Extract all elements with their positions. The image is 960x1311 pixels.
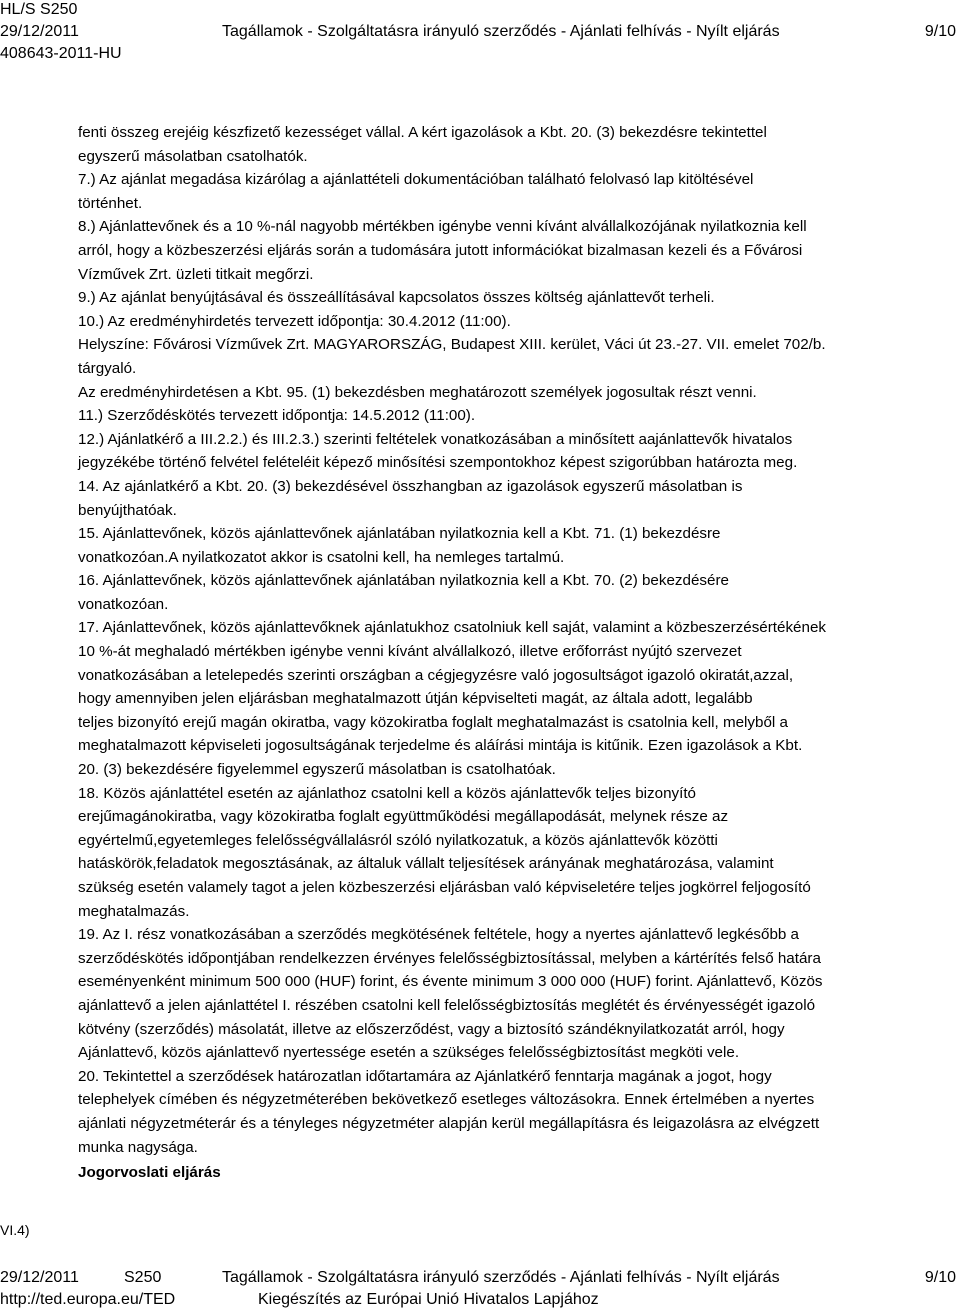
footer-page-number: 9/10 [924, 1269, 956, 1286]
body-line: vonatkozóan.A nyilatkozatot akkor is csatolni kell, ha nemleges tartalmú. [78, 548, 565, 566]
body-line: 7.) Az ajánlat megadása kizárólag a ajánlattételi dokumentációban található felolvasó lap kitöltésével [78, 171, 754, 189]
body-line: 14. Az ajánlatkérő a Kbt. 20. (3) bekezdésével összhangban az igazolások egyszerű másolatban is [78, 477, 743, 495]
body-line: 11.) Szerződéskötés tervezett időpontja: 14.5.2012 (11:00). [78, 407, 476, 425]
body-line: fenti összeg erejéig készfizető kezességet vállal. A kért igazolások a Kbt. 20. (3) bekezdésre tekintettel [78, 124, 767, 141]
header-page-number: 9/10 [924, 23, 956, 40]
page-header [0, 0, 960, 70]
body-line: kötvény (szerződés) másolatát, illetve az előszerződést, vagy a biztosító szándéknyilatkozatát arról, hogy [78, 1020, 785, 1038]
notice-number: 408643-2011-HU [0, 45, 122, 62]
body-line: arról, hogy a közbeszerzési eljárás során a tudomására jutott információkat bizalmasan kezeli és a Fővárosi [78, 241, 803, 259]
body-line: 15. Ajánlattevőnek, közös ajánlattevőnek ajánlatában nyilatkoznia kell a Kbt. 71. (1) bekezdésre [78, 525, 721, 543]
journal-code: HL/S S250 [0, 1, 78, 18]
section-number: VI.4) [0, 1222, 30, 1238]
body-line: szükség esetén valamely tagot a jelen közbeszerzési eljárásban való képviseletére teljes jogkörrel feljogosító [78, 879, 811, 896]
body-line: szerződéskötés időpontjában rendelkezzen érvényes felelősségbiztosítással, melyben a kártérítés felső határa [78, 949, 821, 967]
page-footer [0, 1268, 960, 1311]
body-line: Ajánlattevő, közös ajánlattevő nyertessége esetén a szükséges felelősségbiztosítást megköti vele. [78, 1044, 740, 1062]
body-line: hatáskörök,feladatok megosztásának, az általuk vállalt teljesítések arányának meghatározása, valamint [78, 855, 774, 873]
body-line: eseményenként minimum 500 000 (HUF) forint, és évente minimum 3 000 000 (HUF) forint. Ajánlattevő, Közös [78, 973, 823, 991]
body-line: 19. Az I. rész vonatkozásában a szerződés megkötésének feltétele, hogy a nyertes ajánlattevő legkésőbb a [78, 926, 800, 944]
body-line: tárgyaló. [78, 359, 137, 377]
body-line: 8.) Ajánlattevőnek és a 10 %-nál nagyobb mértékben igénybe venni kívánt alvállalkozójának nyilatkoznia kell [78, 218, 807, 236]
body-line: telephelyek címében és négyzetméterében bekövetkező esetleges változásokra. Ennek értelmében a nyertes [78, 1091, 815, 1109]
body-line: teljes bizonyító erejű magán okiratba, vagy közokiratba foglalt meghatalmazást is csatolnia kell, melyből a [78, 713, 788, 731]
body-line: jegyzékébe történő felvétel felételéit képező minősítési szempontokhoz képest szigorúbban határozta meg. [78, 454, 798, 472]
footer-date: 29/12/2011 [0, 1269, 79, 1286]
body-line: meghatalmazás. [78, 902, 190, 920]
body-line: 20. Tekintettel a szerződések határozatlan időtartamára az Ajánlatkérő fenntarja magának a jogot, hogy [78, 1067, 772, 1085]
footer-title: Tagállamok - Szolgáltatásra irányuló szerződés - Ajánlati felhívás - Nyílt eljárás [222, 1269, 780, 1286]
body-line: 9.) Az ajánlat benyújtásával és összeállításával kapcsolatos összes költség ajánlattevőt terheli. [78, 289, 715, 307]
body-line: munka nagysága. [78, 1138, 198, 1156]
body-line: 18. Közös ajánlattétel esetén az ajánlathoz csatolni kell a közös ajánlattevők teljes bizonyító [78, 784, 697, 802]
body-line: egyszerű másolatban csatolhatók. [78, 147, 308, 165]
body-line: 17. Ajánlattevőnek, közös ajánlattevőknek ajánlatukhoz csatolniuk kell saját, valamint a közbeszerzésértékének [78, 619, 826, 637]
footer-url: http://ted.europa.eu/TED [0, 1291, 176, 1308]
body-line: meghatalmazott képviseleti jogosultságának terjedelme és aláírási mintája is kitűnik. Ezen igazolások a Kbt. [78, 737, 803, 755]
body-line: Az eredményhirdetésen a Kbt. 95. (1) bekezdésben meghatározott személyek jogosultak részt venni. [78, 383, 757, 401]
body-line: ajánlati négyzetméterár és a tényleges négyzetméter alapján kerül megállapításra és leigazolásra az elvégzett [78, 1114, 820, 1132]
body-line: egyértelmű,egyetemleges felelősségvállalásról szóló nyilatkozatuk, a közös ajánlattevők közötti [78, 831, 718, 849]
body-line: történhet. [78, 194, 143, 212]
body-line: 10.) Az eredményhirdetés tervezett időpontja: 30.4.2012 (11:00). [78, 312, 511, 330]
body-line: 10 %-át meghaladó mértékben igénybe venni kívánt alvállalkozó, illetve erőforrást nyújtó szervezet [78, 643, 742, 661]
header-title: Tagállamok - Szolgáltatásra irányuló szerződés - Ajánlati felhívás - Nyílt eljárás [222, 23, 780, 40]
body-line: Vízművek Zrt. üzleti titkait megőrzi. [78, 265, 314, 283]
document-body [78, 121, 956, 1185]
body-line: benyújthatóak. [78, 501, 177, 519]
body-line: hogy amennyiben jelen eljárásban meghatalmazott útján képviselteti magát, az általa adott, legalább [78, 690, 753, 708]
body-line: vonatkozásában a letelepedés szerinti országban a cégjegyzésre való jogosultságot igazoló okiratát,azzal, [78, 666, 794, 684]
section-heading: Jogorvoslati eljárás [78, 1164, 221, 1182]
body-line: erejűmagánokiratba, vagy közokiratba foglalt együttműködési megállapodását, melynek része az [78, 808, 729, 826]
publication-date: 29/12/2011 [0, 23, 79, 40]
body-line: ajánlattevő a jelen ajánlattétel I. részében csatolni kell felelősségbiztosítás meglétét és érvényességét igazoló [78, 996, 816, 1014]
body-line: Helyszíne: Fővárosi Vízművek Zrt. MAGYARORSZÁG, Budapest XIII. kerület, Váci út 23.-27. VII. emelet 702/b. [78, 336, 826, 354]
body-line: 16. Ajánlattevőnek, közös ajánlattevőnek ajánlatában nyilatkoznia kell a Kbt. 70. (2) bekezdésére [78, 572, 729, 590]
body-line: vonatkozóan. [78, 595, 169, 613]
body-line: 12.) Ajánlatkérő a III.2.2.) és III.2.3.) szerinti feltételek vonatkozásában a minősített aajánlattevők hivatalos [78, 430, 793, 448]
footer-code: S250 [124, 1269, 162, 1286]
footer-publisher: Kiegészítés az Európai Unió Hivatalos Lapjához [258, 1291, 599, 1308]
body-line: 20. (3) bekezdésére figyelemmel egyszerű másolatban is csatolhatóak. [78, 761, 556, 779]
